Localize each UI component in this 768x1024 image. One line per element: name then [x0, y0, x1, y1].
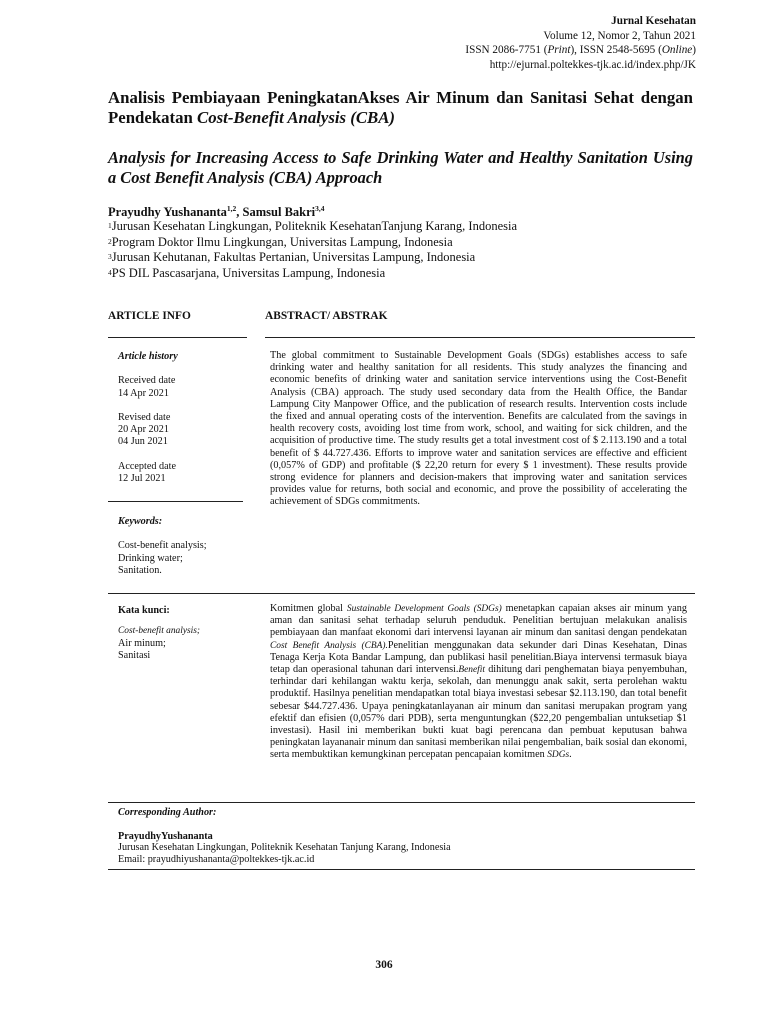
- accepted-date: 12 Jul 2021: [118, 473, 166, 485]
- author-name: Samsul Bakri: [242, 205, 316, 219]
- keywords: [118, 516, 207, 577]
- affiliation-item: $^3$Jurusan Kehutanan, Fakultas Pertanian, Universitas Lampung, Indonesia: [108, 250, 476, 264]
- divider: [108, 593, 695, 594]
- revised-label: Revised date: [118, 411, 171, 423]
- affiliation-item: $^1$Jurusan Kesehatan Lingkungan, Politeknik KesehatanTanjung Karang, Indonesia: [108, 219, 518, 233]
- article-history: [118, 351, 178, 485]
- accepted-label: Accepted date: [118, 460, 176, 472]
- author-name: Prayudhy Yushananta: [108, 205, 227, 219]
- corresponding-author: [118, 807, 451, 865]
- corresponding-author-email[interactable]: Email: prayudhiyushananta@poltekkes-tjk.ac.id: [118, 853, 315, 865]
- journal-header: [465, 14, 696, 72]
- kata-kunci-item: Air minum;: [118, 637, 166, 649]
- kata-kunci-label: Kata kunci:: [118, 605, 170, 616]
- keyword-item: Sanitation.: [118, 564, 162, 576]
- abstract-heading: ABSTRACT/ ABSTRAK: [265, 310, 388, 322]
- divider: [108, 337, 247, 338]
- issn-line: ISSN 2086-7751 (Print), ISSN 2548-5695 (Online): [465, 44, 696, 57]
- kata-kunci-item: Sanitasi: [118, 649, 151, 661]
- affiliation-item: $^4$PS DIL Pascasarjana, Universitas Lampung, Indonesia: [108, 265, 386, 280]
- volume-line: Volume 12, Nomor 2, Tahun 2021: [543, 29, 696, 42]
- divider: [108, 802, 695, 803]
- kata-kunci-item: Cost-benefit analysis;: [118, 626, 201, 637]
- revised-date: 20 Apr 2021: [118, 424, 169, 436]
- article-history-label: Article history: [118, 351, 178, 362]
- received-date: 14 Apr 2021: [118, 387, 169, 399]
- keywords-label: Keywords:: [118, 516, 163, 527]
- title-english: Analysis for Increasing Access to Safe Drinking Water and Healthy Sanitation Using a Cost Benefit Analysis (CBA) Approach: [108, 148, 693, 187]
- revised-date: 04 Jun 2021: [118, 436, 168, 448]
- kata-kunci: [118, 605, 200, 662]
- affiliations: [108, 219, 517, 281]
- corresponding-author-name: PrayudhyYushananta: [118, 830, 213, 842]
- corresponding-author-affiliation: Jurusan Kesehatan Lingkungan, Politeknik Kesehatan Tanjung Karang, Indonesia: [118, 842, 451, 853]
- title-indonesian: Analisis Pembiayaan PeningkatanAkses Air Minum dan Sanitasi Sehat dengan Pendekatan Cost-Benefit Analysis (CBA): [108, 88, 693, 127]
- received-label: Received date: [118, 375, 176, 387]
- corresponding-author-label: Corresponding Author:: [118, 807, 217, 818]
- divider: [265, 337, 695, 338]
- author-list: Prayudhy Yushananta$^{1,2}$, Samsul Bakri$^{3,4}$: [108, 204, 325, 219]
- keyword-item: Cost-benefit analysis;: [118, 540, 207, 552]
- divider: [108, 501, 243, 502]
- abstract-indonesian: Komitmen global Sustainable Development Goals (SDGs) menetapkan capaian akses air minum yang aman dan sanitasi sehat terhadap seluruh penduduk. Penelitian bertujuan melakukan analisis pembiayaan dan manfaat ekonomi dari intervensi layanan air minum dan sanitasi dengan pendekatan Cost Benefit Analysis (CBA).Penelitian menggunakan data sekunder dari Dinas Kesehatan, Dinas Tenaga Kerja Kota Bandar Lampung, dan publikasi hasil penelitian.Biaya intervensi termasuk biaya tetap dan operasional tahunan dari intervensi.Benefit dihitung dari penghematan biaya penyembuhan, terhindar dari kehilangan waktu kerja, sekolah, dan menunggu anak sakit, serta perolehan waktu produktif. Hasilnya penelitian mendapatkan total biaya investasi sebesar $2.113.190, dan total benefit sebesar $44.727.436. Upaya peningkatanlayanan air minum dan sanitasi merupakan program yang efektif dan efisien (0,057% dari PDB), serta menguntungkan ($22,20 pengembalian untuksetiap $1 investasi). Hasil ini memberikan bukti kuat bagi perencana dan pembuat keputusan bahwa peningkatan layananair minum dan sanitasi memberikan nilai pengembalian, baik sosial dan ekonomi, serta membuktikan kemungkinan percepatan pencapaian komitmen SDGs.: [270, 603, 687, 761]
- divider: [108, 869, 695, 870]
- page-number: 306: [375, 959, 393, 971]
- journal-name: Jurnal Kesehatan: [611, 15, 696, 27]
- affiliation-item: $^2$Program Doktor Ilmu Lingkungan, Universitas Lampung, Indonesia: [108, 234, 453, 249]
- keyword-item: Drinking water;: [118, 552, 183, 564]
- abstract-english: The global commitment to Sustainable Development Goals (SDGs) establishes access to safe drinking water and healthy sanitation for all residents. This study analyzes the financing and economic benefits of drinking water and sanitation service interventions using the Cost-Benefit Analysis (CBA) approach. The study used secondary data from the Health Office, the Bandar Lampung City Manpower Office, and the publication of research results. Intervention costs include the fixed and annual operating costs of the intervention. Benefits are calculated from the savings in health recovery costs, avoiding lost time from work, school, and waiting for sick children, and the acquisition of productive time. The study results get a total investment cost of $ 2.113.190 and a total benefit of $ 44.727.436. Efforts to improve water and sanitation services are effective and efficient (0,057% of GDP) and profitable ($ 22,20 return for every $ 1 investment). These results provide strong evidence for planners and decision-makers that improving water and sanitation services provides value for returns, both social and economic, and prove the possibility of accelerating the achievement of SDGs commitments.: [270, 350, 687, 508]
- journal-url-link[interactable]: http://ejurnal.poltekkes-tjk.ac.id/index.php/JK: [489, 58, 696, 71]
- article-info-heading: ARTICLE INFO: [108, 310, 191, 322]
